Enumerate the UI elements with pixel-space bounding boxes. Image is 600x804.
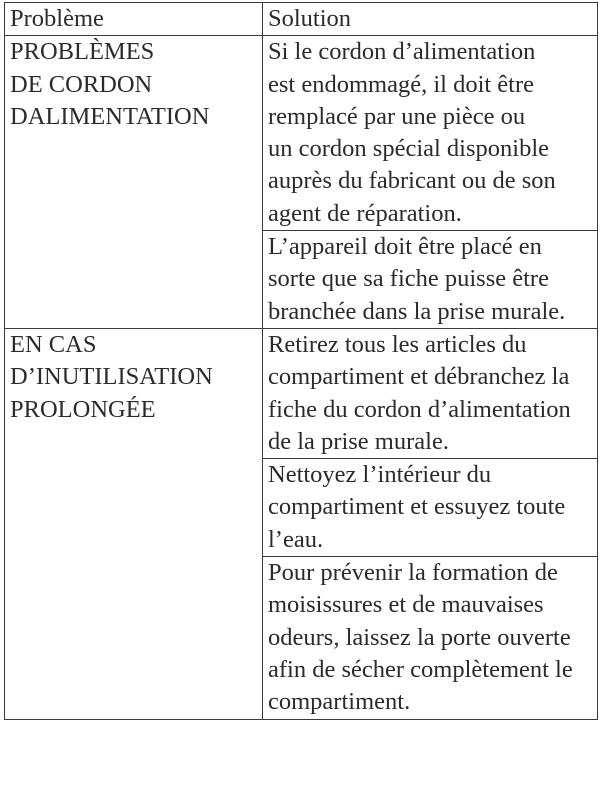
- solution-line: compartiment et essuyez toute: [268, 493, 566, 521]
- table-row: [5, 36, 598, 231]
- solution-line: odeurs, laissez la porte ouverte: [268, 623, 571, 651]
- problem-line: EN CAS: [10, 330, 97, 358]
- table-header-row: [5, 3, 598, 36]
- solution-line: Si le cordon d’alimentation: [268, 38, 536, 66]
- problem-line: DALIMENTATION: [10, 102, 210, 130]
- problem-cell-prolonged-disuse: [5, 328, 263, 719]
- header-problem: [5, 3, 263, 36]
- solution-line: Retirez tous les articles du: [268, 330, 527, 358]
- solution-line: est endommagé, il doit être: [268, 70, 535, 98]
- solution-line: afin de sécher complètement le: [268, 655, 573, 683]
- problem-line: DE CORDON: [10, 70, 153, 98]
- solution-line: de la prise murale.: [268, 427, 449, 455]
- solution-line: compartiment et débranchez la: [268, 363, 570, 391]
- solution-line: branchée dans la prise murale.: [268, 297, 566, 325]
- solution-line: compartiment.: [268, 688, 411, 716]
- solution-line: Pour prévenir la formation de: [268, 559, 558, 587]
- solution-line: sorte que sa fiche puisse être: [268, 265, 549, 293]
- problem-line: PROLONGÉE: [10, 395, 156, 423]
- problem-line: PROBLÈMES: [10, 38, 155, 66]
- solution-line: fiche du cordon d’alimentation: [268, 395, 571, 423]
- solution-cell: [263, 36, 598, 231]
- problem-line: D’INUTILISATION: [10, 363, 213, 391]
- solution-line: remplacé par une pièce ou: [268, 102, 526, 130]
- header-problem-label: Problème: [10, 5, 104, 32]
- troubleshooting-table: [4, 2, 598, 720]
- solution-line: Nettoyez l’intérieur du: [268, 461, 492, 489]
- solution-line: un cordon spécial disponible: [268, 135, 550, 163]
- solution-cell: [263, 328, 598, 458]
- solution-cell: [263, 459, 598, 557]
- solution-line: L’appareil doit être placé en: [268, 233, 542, 261]
- problem-cell-power-cord: [5, 36, 263, 329]
- solution-line: l’eau.: [268, 525, 324, 553]
- solution-line: moisissures et de mauvaises: [268, 591, 544, 619]
- header-solution-label: Solution: [268, 5, 352, 32]
- header-solution: [263, 3, 598, 36]
- table-row: [5, 328, 598, 458]
- solution-cell: [263, 231, 598, 329]
- solution-line: auprès du fabricant ou de son: [268, 167, 556, 195]
- solution-cell: [263, 557, 598, 719]
- solution-line: agent de réparation.: [268, 199, 462, 227]
